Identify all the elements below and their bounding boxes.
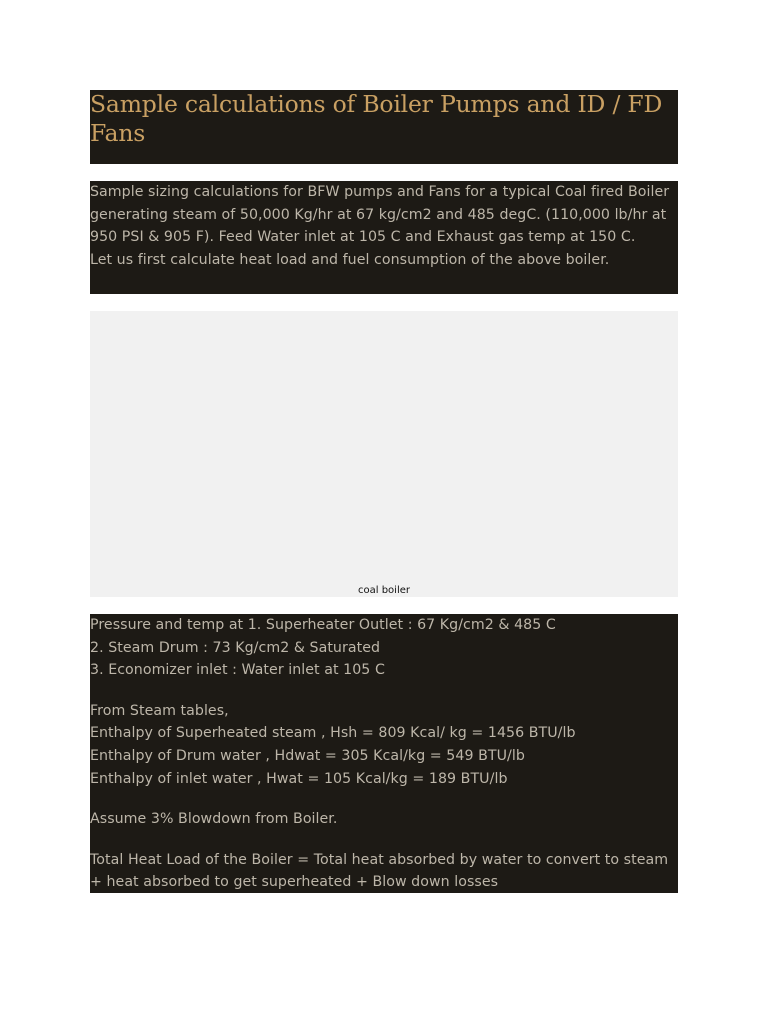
enthalpy-superheated: Enthalpy of Superheated steam , Hsh = 809 Kcal/ kg = 1456 BTU/lb [90,725,576,742]
calculation-block [90,614,678,893]
steam-tables-heading: From Steam tables, [90,702,229,719]
pressure-line-2: 2. Steam Drum : 73 Kg/cm2 & Saturated [90,639,381,656]
pressure-line-1: Pressure and temp at 1. Superheater Outlet : 67 Kg/cm2 & 485 C [90,617,556,633]
title-block [90,90,678,164]
page-title: Sample calculations of Boiler Pumps and ID / FD Fans [90,90,663,147]
enthalpy-drum: Enthalpy of Drum water , Hdwat = 305 Kcal/kg = 549 BTU/lb [90,747,525,764]
intro-paragraph: Sample sizing calculations for BFW pumps and Fans for a typical Coal fired Boiler generating steam of 50,000 Kg/hr at 67 kg/cm2 and 485 degC. (110,000 lb/hr at 950 PSI & 905 F). Feed Water inlet at 105 C and Exhaust gas temp at 150 C. [90,184,670,246]
blowdown-line: Assume 3% Blowdown from Boiler. [90,811,338,828]
heat-load-line: Total Heat Load of the Boiler = Total heat absorbed by water to convert to steam + heat absorbed to get superheated + Blow down losses [90,851,669,891]
intro-block [90,181,678,294]
pressure-line-3: 3. Economizer inlet : Water inlet at 105 C [90,662,385,679]
enthalpy-inlet: Enthalpy of inlet water , Hwat = 105 Kcal/kg = 189 BTU/lb [90,770,508,787]
figure-caption: coal boiler [358,585,410,596]
intro-line: Let us first calculate heat load and fuel consumption of the above boiler. [90,251,610,268]
boiler-figure [90,311,678,597]
